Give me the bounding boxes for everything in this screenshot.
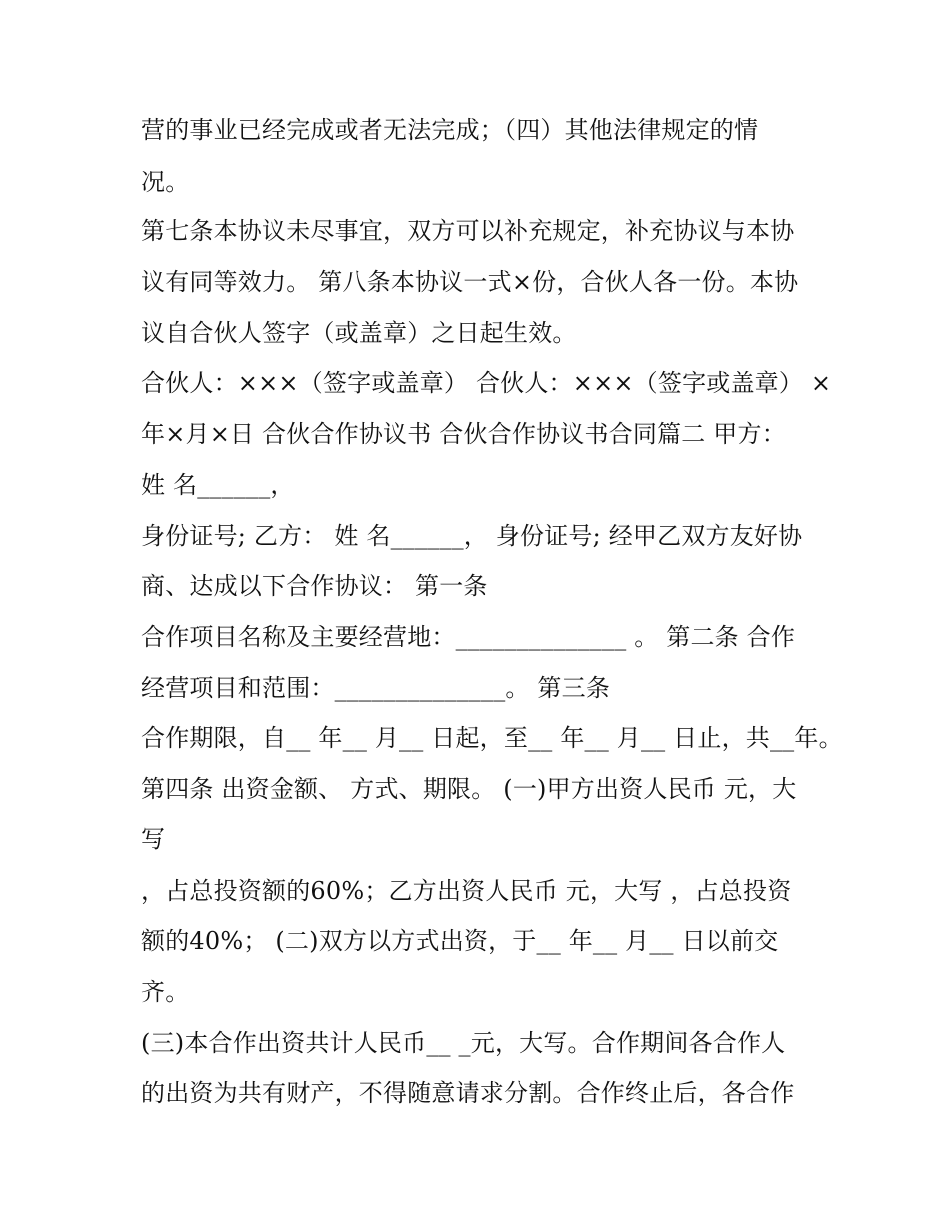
text-line: 议有同等效力。 第八条本协议一式×份，合伙人各一份。本协 bbox=[141, 268, 799, 296]
text-line: 商、达成以下合作协议： 第一条 bbox=[141, 572, 488, 600]
text-line: 合作项目名称及主要经营地：______________ 。 第二条 合作 bbox=[141, 623, 796, 651]
text-line: ，占总投资额的60%；乙方出资人民币 元，大写 ，占总投资 bbox=[141, 877, 792, 905]
text-line: 合作期限，自__ 年__ 月__ 日起，至__ 年__ 月__ 日止，共__年。 bbox=[141, 724, 843, 752]
text-line: 合伙人：×××（签字或盖章） 合伙人：×××（签字或盖章） × bbox=[141, 369, 832, 397]
text-line: 况。 bbox=[141, 168, 190, 196]
text-line: 营的事业已经完成或者无法完成；（四）其他法律规定的情 bbox=[141, 116, 759, 144]
text-line: 身份证号; 乙方： 姓 名______， 身份证号; 经甲乙双方友好协 bbox=[141, 522, 803, 550]
text-line: 年×月×日 合伙合作协议书 合伙合作协议书合同篇二 甲方： bbox=[141, 420, 786, 448]
text-line: 的出资为共有财产，不得随意请求分割。合作终止后，各合作 bbox=[141, 1079, 795, 1107]
text-line: (三)本合作出资共计人民币__ _元，大写。合作期间各合作人 bbox=[141, 1029, 786, 1057]
text-line: 额的40%； (二)双方以方式出资，于__ 年__ 月__ 日以前交 bbox=[141, 927, 779, 955]
text-line: 议自合伙人签字（或盖章）之日起生效。 bbox=[141, 319, 577, 347]
text-line: 经营项目和范围：______________。 第三条 bbox=[141, 674, 611, 702]
text-line: 第七条本协议未尽事宜，双方可以补充规定，补充协议与本协 bbox=[141, 217, 795, 245]
text-line: 写 bbox=[141, 825, 166, 853]
text-line: 第四条 出资金额、 方式、期限。 (一)甲方出资人民币 元，大 bbox=[141, 775, 797, 803]
text-line: 齐。 bbox=[141, 978, 190, 1006]
text-line: 姓 名______， bbox=[141, 471, 295, 499]
